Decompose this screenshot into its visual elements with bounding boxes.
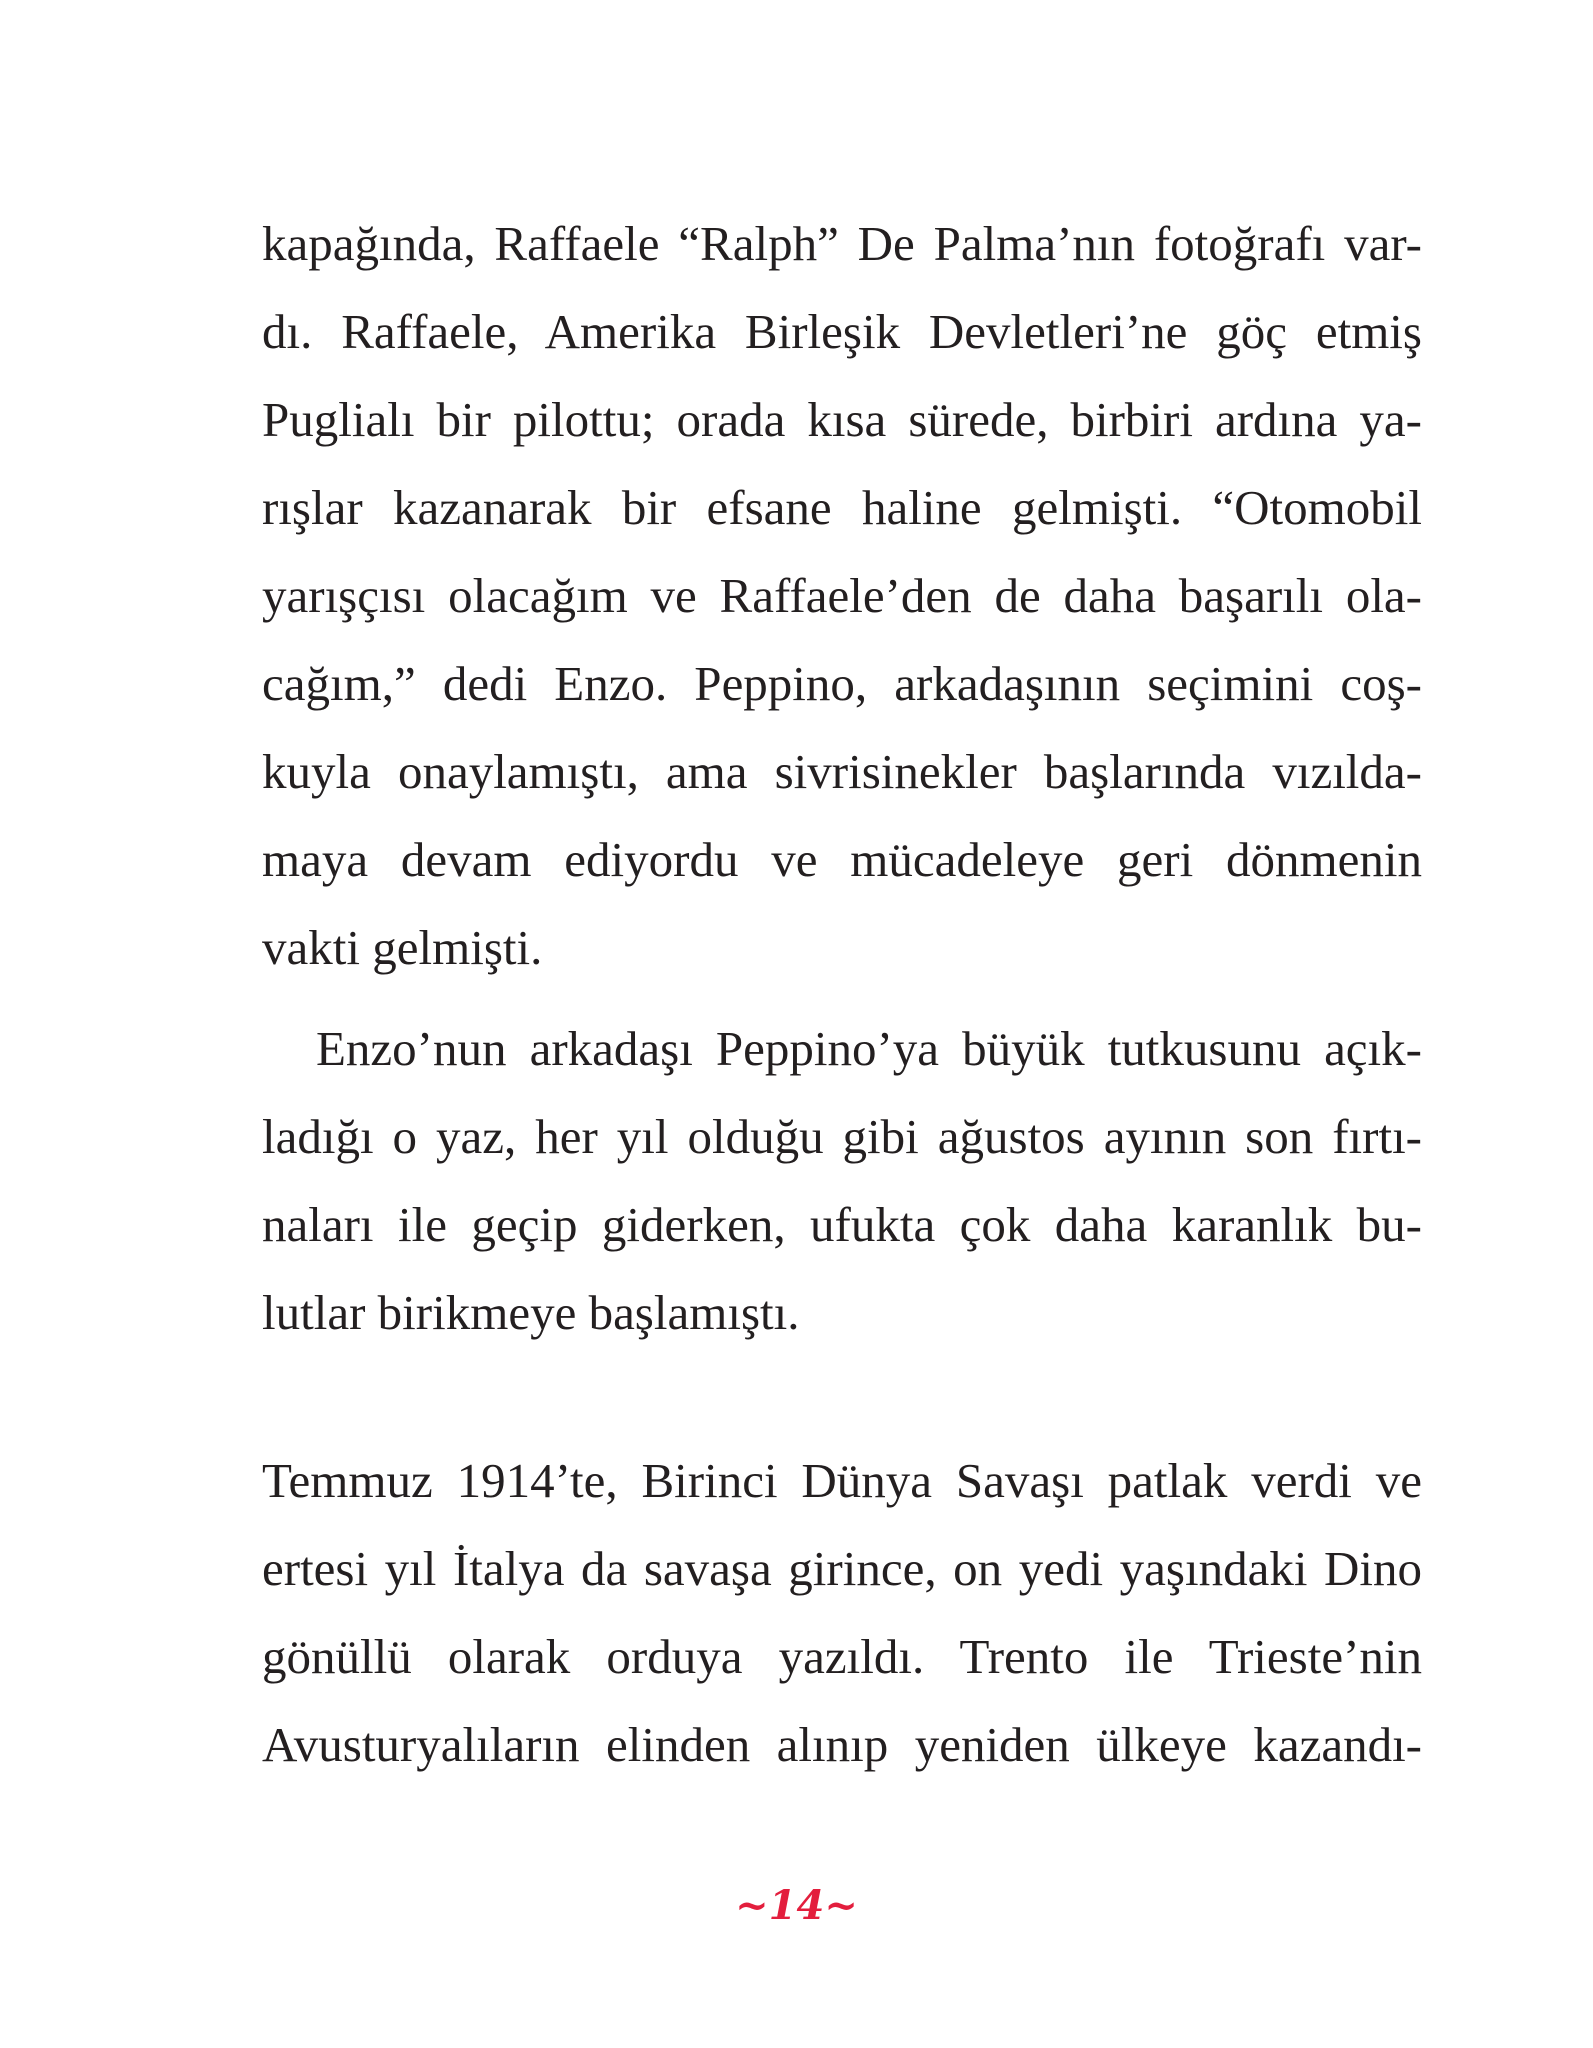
text-line: ertesi yıl İtalya da savaşa girince, on yedi yaşındaki Dino <box>262 1541 1422 1596</box>
text-line: Enzo’nun arkadaşı Peppino’ya büyük tutkusunu açık- <box>316 1021 1422 1076</box>
text-line: dı. Raffaele, Amerika Birleşik Devletleri’ne göç etmiş <box>262 304 1422 359</box>
page-number: ~14~ <box>735 1882 858 1929</box>
text-line: Avusturyalıların elinden alınıp yeniden ülkeye kazandı- <box>262 1717 1422 1772</box>
text-line: cağım,” dedi Enzo. Peppino, arkadaşının seçimini coş- <box>262 656 1422 711</box>
text-line: maya devam ediyordu ve mücadeleye geri dönmenin <box>262 832 1422 887</box>
paragraph-2 <box>262 1005 1422 1357</box>
text-line: Temmuz 1914’te, Birinci Dünya Savaşı patlak verdi ve <box>262 1453 1422 1508</box>
text-line: kuyla onaylamıştı, ama sivrisinekler başlarında vızılda- <box>262 744 1422 799</box>
paragraph-1 <box>262 200 1422 992</box>
text-line: vakti gelmişti. <box>262 920 543 975</box>
text-line: yarışçısı olacağım ve Raffaele’den de daha başarılı ola- <box>262 568 1422 623</box>
text-line: lutlar birikmeye başlamıştı. <box>262 1285 800 1340</box>
text-line: rışlar kazanarak bir efsane haline gelmişti. “Otomobil <box>262 480 1422 535</box>
text-line: kapağında, Raffaele “Ralph” De Palma’nın fotoğrafı var- <box>262 216 1422 271</box>
text-line: Puglialı bir pilottu; orada kısa sürede, birbiri ardına ya- <box>262 392 1422 447</box>
text-line: ladığı o yaz, her yıl olduğu gibi ağustos ayının son fırtı- <box>262 1109 1422 1164</box>
text-line: gönüllü olarak orduya yazıldı. Trento ile Trieste’nin <box>262 1629 1422 1684</box>
paragraph-3 <box>262 1437 1422 1789</box>
text-line: naları ile geçip giderken, ufukta çok daha karanlık bu- <box>262 1197 1422 1252</box>
